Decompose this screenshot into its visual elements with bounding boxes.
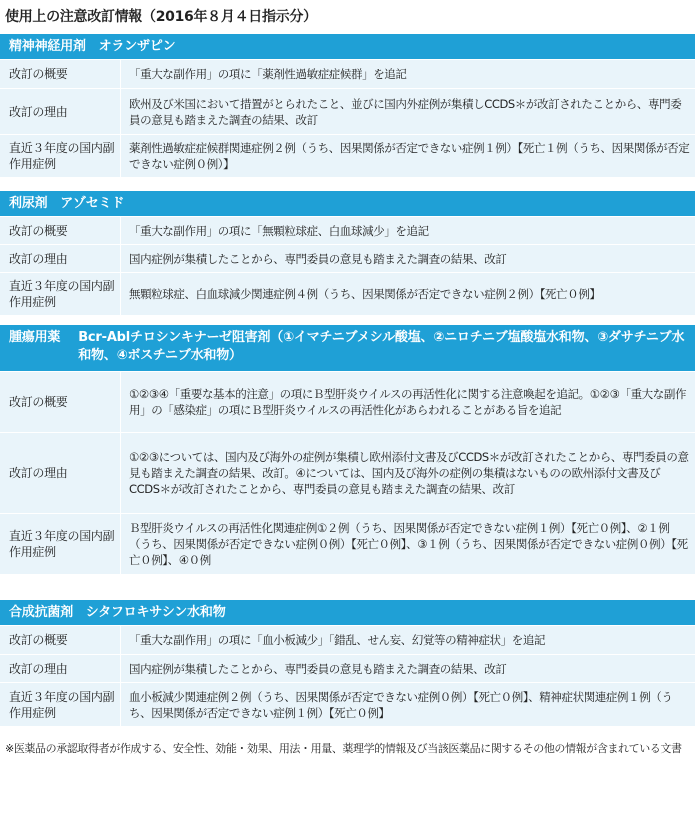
row-content [120, 273, 695, 315]
table-row [0, 272, 695, 315]
row-label: 改訂の理由 [9, 104, 68, 119]
row-content [120, 626, 695, 654]
table-row [0, 244, 695, 272]
section-header: 精神神経用剤 オランザピン [0, 34, 695, 59]
table-row [0, 216, 695, 244]
row-label: 直近３年度の国内副作用症例 [9, 279, 115, 309]
section-header [0, 325, 695, 371]
section-category: 腫瘍用薬 [9, 330, 61, 345]
row-content-text: 「重大な副作用」の項に「無顆粒球症、白血球減少」を追記 [129, 223, 429, 238]
table-row [0, 654, 695, 682]
row-content [120, 135, 695, 177]
section-bcr-abl-inhibitors [0, 325, 695, 574]
footnote: ※医薬品の承認取得者が作成する、安全性、効能・効果、用法・用量、薬理学的情報及び当該医薬品に関するその他の情報が含まれている文書 [5, 742, 682, 755]
row-content [120, 433, 695, 513]
row-label: 改訂の概要 [9, 223, 68, 238]
row-label: 改訂の概要 [9, 633, 68, 647]
row-content-text: 国内症例が集積したことから、専門委員の意見も踏まえた調査の結果、改訂 [129, 661, 507, 676]
row-content-text: 「重大な副作用」の項に「薬剤性過敏症症候群」を追記 [129, 67, 407, 81]
row-content-text: Ｂ型肝炎ウイルスの再活性化関連症例①２例（うち、因果関係が否定できない症例１例）【死亡０例】、②１例（うち、因果関係が否定できない症例０例）【死亡０例】、③１例（うち、因果関係が否定できない症例０例）【死亡０例】、④０例 [129, 521, 688, 567]
row-content-text: ①②③④「重要な基本的注意」の項にＢ型肝炎ウイルスの再活性化に関する注意喚起を追記。①②③「重大な副作用」の「感染症」の項にＢ型肝炎ウイルスの再活性化があらわれることがある旨を追記 [129, 387, 687, 417]
row-content [120, 217, 695, 244]
table-row [0, 625, 695, 654]
table-row [0, 134, 695, 177]
row-content-text: 薬剤性過敏症症候群関連症例２例（うち、因果関係が否定できない症例１例）【死亡１例（うち、因果関係が否定できない症例０例）】 [129, 141, 690, 171]
table-row [0, 59, 695, 88]
row-content [120, 60, 695, 88]
row-content [120, 245, 695, 272]
row-content-text: 「重大な副作用」の項に「血小板減少」「錯乱、せん妄、幻覚等の精神症状」を追記 [129, 633, 546, 647]
row-content-text: 国内症例が集積したことから、専門委員の意見も踏まえた調査の結果、改訂 [129, 251, 507, 266]
row-label: 改訂の理由 [9, 661, 68, 676]
section-header: 合成抗菌剤 シタフロキサシン水和物 [0, 600, 695, 625]
row-label: 直近３年度の国内副作用症例 [9, 141, 115, 171]
section-sitafloxacin [0, 600, 695, 726]
row-label: 改訂の理由 [9, 466, 68, 480]
row-label: 改訂の概要 [9, 67, 68, 81]
section-drug: Bcr-Ablチロシンキナーゼ阻害剤（①イマチニブメシル酸塩、②ニロチニブ塩酸塩水和物、③ダサチニブ水和物、④ボスチニブ水和物） [78, 330, 685, 363]
row-label: 直近３年度の国内副作用症例 [9, 689, 115, 720]
table-row [0, 513, 695, 574]
table-row [0, 682, 695, 726]
row-content-text: ①②③については、国内及び海外の症例が集積し欧州添付文書及びCCDS＊が改訂されたことから、専門委員の意見も踏まえた調査の結果、改訂。④については、国内及び海外の症例の集積はないものの欧州添付文書及びCCDS＊が改訂されたことから、専門委員の意見も踏まえた調査の結果、改訂 [129, 450, 689, 496]
row-label: 改訂の概要 [9, 395, 68, 409]
row-content-text: 血小板減少関連症例２例（うち、因果関係が否定できない症例０例）【死亡０例】、精神症状関連症例１例（うち、因果関係が否定できない症例１例）【死亡０例】 [129, 689, 673, 720]
page-title: 使用上の注意改訂情報（2016年８月４日指示分） [5, 9, 317, 25]
section-olanzapine [0, 34, 695, 177]
row-content [120, 372, 695, 432]
row-content-text: 欧州及び米国において措置がとられたこと、並びに国内外症例が集積しCCDS＊が改訂されたことから、専門委員の意見も踏まえた調査の結果、改訂 [129, 96, 682, 127]
row-content [120, 655, 695, 682]
row-content [120, 89, 695, 134]
row-content-text: 無顆粒球症、白血球減少関連症例４例（うち、因果関係が否定できない症例２例）【死亡０例】 [129, 287, 601, 301]
section-azosemide [0, 191, 695, 315]
table-row [0, 432, 695, 513]
table-row [0, 88, 695, 134]
section-header: 利尿剤 アゾセミド [0, 191, 695, 216]
row-content [120, 514, 695, 574]
table-row [0, 371, 695, 432]
row-content [120, 683, 695, 726]
row-label: 直近３年度の国内副作用症例 [9, 529, 115, 559]
row-label: 改訂の理由 [9, 251, 68, 266]
